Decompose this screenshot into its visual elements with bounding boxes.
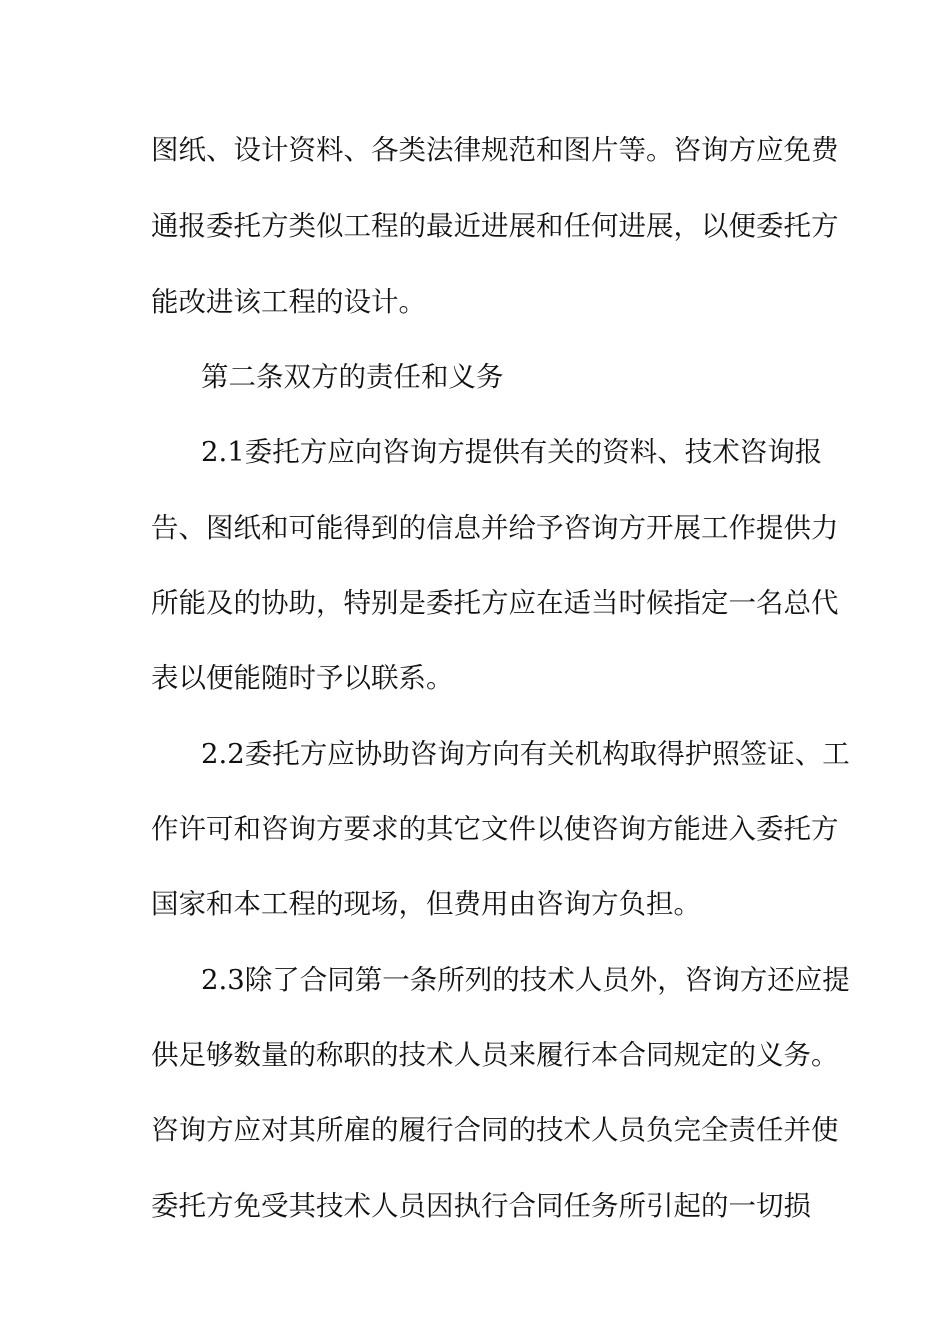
body-text-line: 告、图纸和可能得到的信息并给予咨询方开展工作提供力 <box>151 512 839 544</box>
body-text-line: 供足够数量的称职的技术人员来履行本合同规定的义务。 <box>151 1039 839 1071</box>
body-text-line: 表以便能随时予以联系。 <box>151 662 454 694</box>
clause-2-2-first-line: 2.2委托方应协助咨询方向有关机构取得护照签证、工 <box>201 738 850 770</box>
section-heading: 第二条双方的责任和义务 <box>201 361 504 393</box>
body-text-line: 国家和本工程的现场，但费用由咨询方负担。 <box>151 888 701 920</box>
body-text-line: 委托方免受其技术人员因执行合同任务所引起的一切损 <box>151 1190 811 1222</box>
body-text-line: 所能及的协助，特别是委托方应在适当时候指定一名总代 <box>151 587 839 619</box>
clause-2-3-first-line: 2.3除了合同第一条所列的技术人员外，咨询方还应提 <box>201 964 850 996</box>
body-text-line: 作许可和咨询方要求的其它文件以使咨询方能进入委托方 <box>151 813 839 845</box>
body-text-line: 通报委托方类似工程的最近进展和任何进展，以便委托方 <box>151 210 839 242</box>
body-text-line: 能改进该工程的设计。 <box>151 286 426 318</box>
body-text-line: 咨询方应对其所雇的履行合同的技术人员负完全责任并使 <box>151 1114 839 1146</box>
body-text-line: 图纸、设计资料、各类法律规范和图片等。咨询方应免费 <box>151 134 839 166</box>
clause-2-1-first-line: 2.1委托方应向咨询方提供有关的资料、技术咨询报 <box>201 436 823 468</box>
